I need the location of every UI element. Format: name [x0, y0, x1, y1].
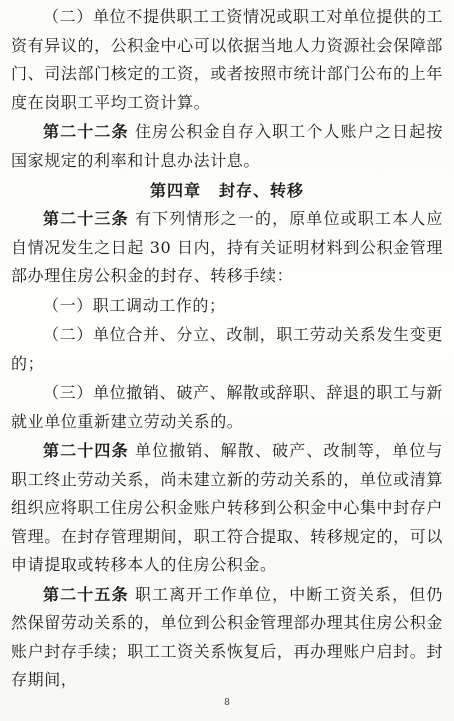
- article-22: [11, 118, 443, 175]
- chapter-title: 封存、转移: [219, 181, 305, 200]
- paragraph-text: （二）单位不提供职工工资情况或职工对单位提供的工资有异议的，公积金中心可以依据当地人力资源社会保障部门、司法部门核定的工资，或者按照市统计部门公布的上年度在岗职工平均工资计算。: [11, 7, 443, 112]
- list-item-text: （二）单位合并、分立、改制，职工劳动关系发生变更的；: [11, 325, 443, 373]
- article-text: 职工离开工作单位，中断工资关系，但仍然保留劳动关系的，单位到公积金管理部办理其住房公积金账户封存手续；职工工资关系恢复后，再办理账户启封。封存期间，: [11, 584, 443, 689]
- article-23: [11, 205, 443, 291]
- page-number: 8: [224, 698, 230, 708]
- article-number: 第二十三条: [43, 209, 129, 228]
- article-text: 单位撤销、解散、破产、改制等，单位与职工终止劳动关系，尚未建立新的劳动关系的，单位或清算组织应将职工住房公积金账户转移到公积金中心集中封存户管理。在封存管理期间，职工符合提取、转移规定的，可以申请提取或转移本人的住房公积金。: [11, 441, 443, 574]
- paragraph-wage-dispute: [11, 3, 443, 117]
- article-text: 住房公积金自存入职工个人账户之日起按国家规定的利率和计息办法计息。: [11, 122, 443, 170]
- article-number: 第二十二条: [43, 122, 129, 141]
- article-text: 有下列情形之一的，原单位或职工本人应自情况发生之日起 30 日内，持有关证明材料到公积金管理部办理住房公积金的封存、转移手续：: [11, 209, 443, 285]
- list-item-dissolution: [11, 379, 443, 436]
- article-number: 第二十五条: [43, 584, 129, 604]
- list-item-text: （三）单位撤销、破产、解散或辞职、辞退的职工与新就业单位重新建立劳动关系的。: [11, 383, 443, 431]
- article-25: [11, 581, 443, 695]
- chapter-number: 第四章: [149, 181, 201, 200]
- article-number: 第二十四条: [43, 441, 129, 460]
- chapter-heading: [11, 176, 443, 205]
- list-item-merger: [11, 321, 443, 378]
- article-24: [11, 437, 443, 580]
- document-body: [11, 3, 443, 696]
- list-item-transfer: [11, 292, 443, 321]
- list-item-text: （一）职工调动工作的；: [43, 295, 226, 315]
